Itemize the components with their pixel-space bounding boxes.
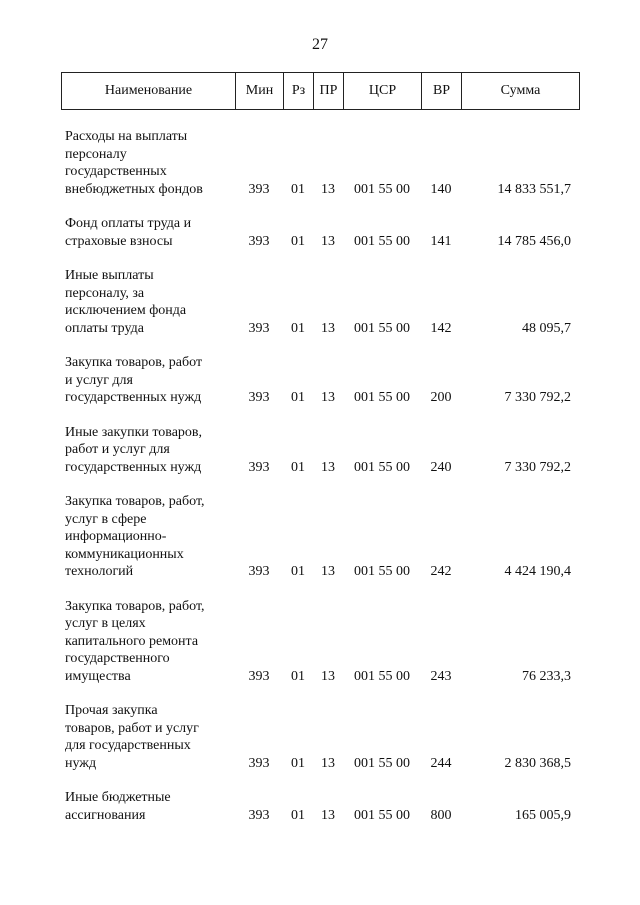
row-name bbox=[61, 789, 233, 824]
cell-pr: 13 bbox=[321, 181, 335, 197]
row-name-line: коммуникационных bbox=[65, 546, 184, 562]
column-header-csr: ЦСР bbox=[344, 73, 422, 110]
row-name-line: персоналу, за bbox=[65, 285, 145, 301]
cell-vr: 140 bbox=[430, 181, 452, 197]
cell-sum: 165 005,9 bbox=[515, 807, 571, 823]
cell-pr: 13 bbox=[321, 233, 335, 249]
cell-pr: 13 bbox=[321, 807, 335, 823]
row-name-line: Закупка товаров, работ, bbox=[65, 598, 205, 614]
cell-min: 393 bbox=[248, 564, 270, 579]
table-row bbox=[61, 493, 579, 581]
cell-sum: 76 233,3 bbox=[522, 668, 571, 684]
table-row bbox=[61, 598, 579, 686]
cell-min: 393 bbox=[248, 755, 270, 771]
row-name-line: капитального ремонта bbox=[65, 633, 199, 649]
cell-rz: 01 bbox=[291, 755, 305, 771]
cell-min: 393 bbox=[248, 181, 270, 197]
row-name-line: Прочая закупка bbox=[65, 703, 158, 718]
cell-rz: 01 bbox=[291, 564, 305, 579]
cell-sum: 14 833 551,7 bbox=[497, 181, 571, 197]
row-name-line: государственных bbox=[65, 164, 167, 179]
cell-pr: 13 bbox=[321, 459, 335, 475]
table-row bbox=[61, 702, 579, 772]
page-number: 27 bbox=[312, 36, 328, 53]
column-header-vr: ВР bbox=[422, 73, 462, 110]
row-name bbox=[61, 702, 233, 772]
row-name-line: государственных нужд bbox=[65, 459, 202, 475]
row-name-line: для государственных bbox=[65, 738, 191, 753]
cell-pr: 13 bbox=[321, 320, 335, 336]
cell-vr: 242 bbox=[430, 564, 452, 579]
cell-vr: 800 bbox=[430, 807, 452, 823]
cell-sum: 7 330 792,2 bbox=[504, 390, 571, 405]
cell-csr: 001 55 00 bbox=[354, 181, 410, 197]
cell-vr: 243 bbox=[430, 668, 452, 684]
column-header-sum: Сумма bbox=[462, 73, 580, 110]
cell-vr: 240 bbox=[430, 459, 452, 475]
row-name bbox=[61, 267, 233, 337]
row-name-line: внебюджетных фондов bbox=[65, 181, 203, 197]
cell-min: 393 bbox=[248, 459, 270, 475]
row-name bbox=[61, 493, 233, 581]
cell-sum: 7 330 792,2 bbox=[504, 459, 571, 475]
table-header bbox=[61, 72, 580, 110]
cell-min: 393 bbox=[248, 390, 270, 405]
cell-csr: 001 55 00 bbox=[354, 755, 410, 771]
row-name-line: нужд bbox=[65, 755, 97, 771]
row-name bbox=[61, 354, 233, 407]
cell-csr: 001 55 00 bbox=[354, 459, 410, 475]
cell-min: 393 bbox=[248, 320, 270, 336]
row-name-line: и услуг для bbox=[65, 372, 133, 388]
row-name-line: государственного bbox=[65, 651, 170, 666]
row-name-line: исключением фонда bbox=[65, 303, 187, 318]
cell-csr: 001 55 00 bbox=[354, 233, 410, 249]
cell-min: 393 bbox=[248, 233, 270, 249]
row-name bbox=[61, 598, 233, 686]
cell-rz: 01 bbox=[291, 807, 305, 823]
row-name-line: Расходы на выплаты bbox=[65, 129, 188, 144]
row-name-line: товаров, работ и услуг bbox=[65, 720, 199, 736]
cell-pr: 13 bbox=[321, 390, 335, 405]
table-body bbox=[61, 128, 579, 824]
row-name bbox=[61, 424, 233, 477]
table-row bbox=[61, 215, 579, 250]
row-name-line: ассигнования bbox=[65, 807, 146, 823]
row-name-line: имущества bbox=[65, 668, 131, 684]
column-header-min: Мин bbox=[236, 73, 284, 110]
row-name-line: услуг в целях bbox=[65, 616, 146, 631]
table-row bbox=[61, 128, 579, 198]
cell-rz: 01 bbox=[291, 320, 305, 336]
row-name-line: страховые взносы bbox=[65, 233, 173, 249]
cell-csr: 001 55 00 bbox=[354, 668, 410, 684]
row-name bbox=[61, 128, 233, 198]
column-header-rz: Рз bbox=[284, 73, 314, 110]
cell-pr: 13 bbox=[321, 564, 335, 579]
table-row bbox=[61, 354, 579, 407]
cell-vr: 244 bbox=[430, 755, 452, 771]
cell-csr: 001 55 00 bbox=[354, 564, 410, 579]
row-name-line: информационно- bbox=[65, 529, 167, 544]
cell-rz: 01 bbox=[291, 668, 305, 684]
column-header-pr: ПР bbox=[314, 73, 344, 110]
cell-csr: 001 55 00 bbox=[354, 807, 410, 823]
row-name-line: Иные выплаты bbox=[65, 268, 154, 283]
cell-sum: 2 830 368,5 bbox=[504, 755, 571, 771]
cell-csr: 001 55 00 bbox=[354, 320, 410, 336]
row-name-line: Фонд оплаты труда и bbox=[65, 216, 192, 231]
cell-rz: 01 bbox=[291, 459, 305, 475]
row-name bbox=[61, 215, 233, 250]
cell-sum: 48 095,7 bbox=[522, 320, 571, 336]
row-name-line: Закупка товаров, работ bbox=[65, 355, 203, 370]
cell-rz: 01 bbox=[291, 390, 305, 405]
cell-vr: 141 bbox=[430, 233, 452, 249]
row-name-line: Иные закупки товаров, bbox=[65, 424, 203, 440]
row-name-line: Закупка товаров, работ, bbox=[65, 494, 205, 509]
cell-pr: 13 bbox=[321, 668, 335, 684]
cell-rz: 01 bbox=[291, 181, 305, 197]
cell-min: 393 bbox=[248, 807, 270, 823]
cell-sum: 14 785 456,0 bbox=[497, 233, 571, 249]
column-header-name: Наименование bbox=[62, 73, 236, 110]
cell-csr: 001 55 00 bbox=[354, 390, 410, 405]
row-name-line: государственных нужд bbox=[65, 390, 202, 405]
cell-vr: 142 bbox=[430, 320, 452, 336]
row-name-line: оплаты труда bbox=[65, 320, 144, 336]
cell-pr: 13 bbox=[321, 755, 335, 771]
cell-rz: 01 bbox=[291, 233, 305, 249]
row-name-line: услуг в сфере bbox=[65, 511, 147, 527]
row-name-line: Иные бюджетные bbox=[65, 790, 171, 805]
row-name-line: персоналу bbox=[65, 146, 127, 162]
cell-sum: 4 424 190,4 bbox=[504, 564, 571, 579]
table-row bbox=[61, 424, 579, 477]
table-row bbox=[61, 789, 579, 824]
cell-min: 393 bbox=[248, 668, 270, 684]
cell-vr: 200 bbox=[430, 390, 452, 405]
table-row bbox=[61, 267, 579, 337]
row-name-line: работ и услуг для bbox=[65, 442, 170, 457]
row-name-line: технологий bbox=[65, 564, 134, 579]
